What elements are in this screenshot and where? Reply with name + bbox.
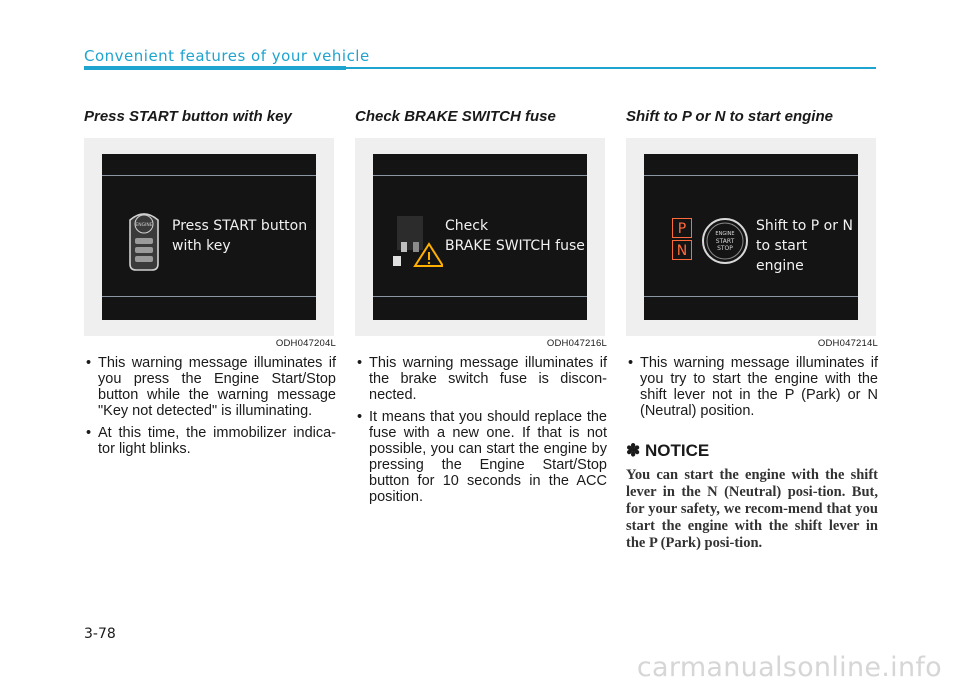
svg-text:ENGINE: ENGINE	[135, 223, 153, 228]
header-rule-thick	[84, 66, 346, 70]
notice-icon: ✽	[626, 441, 641, 460]
heading-press-start: Press START button with key	[84, 108, 292, 125]
column-brake-switch-fuse	[355, 108, 607, 511]
heading-brake-switch: Check BRAKE SWITCH fuse	[355, 108, 556, 125]
list-item: • This warning message illuminates if you try to start the engine with the shift lever not in the P (Park) or N (Neutral) position.	[626, 355, 878, 419]
display-message: Check BRAKE SWITCH fuse	[445, 218, 585, 254]
figure-code: ODH047216L	[546, 338, 607, 349]
display-divider-bottom	[373, 296, 587, 297]
list-item: • It means that you should replace the fuse with a new one. If that is not possible, you can start the engine by pressing the Engine Start/Stop button for 10 seconds in the ACC position.	[355, 409, 607, 505]
svg-text:STOP: STOP	[717, 245, 733, 252]
heading-shift-p-n: Shift to P or N to start engine	[626, 108, 833, 125]
bullet-list	[84, 355, 336, 457]
watermark: carmanualsonline.info	[636, 652, 942, 683]
display-divider-top	[102, 175, 316, 176]
display-message: Shift to P or N to start engine	[756, 218, 853, 274]
list-item: • This warning message illuminates if the brake switch fuse is discon-nected.	[355, 355, 607, 403]
smart-key-icon	[124, 208, 164, 272]
cluster-display	[373, 154, 587, 320]
figure-press-start	[84, 138, 334, 336]
cluster-display	[644, 154, 858, 320]
notice-body: You can start the engine with the shift lever in the N (Neutral) posi-tion. But, for your safety, we recom-mend that you start the engine with the shift lever in the P (Park) posi-tion.	[626, 467, 878, 551]
display-message: Press START button with key	[172, 218, 308, 254]
gear-p-icon: P	[672, 218, 692, 238]
section-title: Convenient features of your vehicle	[84, 47, 370, 65]
list-item: • This warning message illuminates if you press the Engine Start/Stop button while the warning message "Key not detected" is illuminating.	[84, 355, 336, 419]
bullet-list	[355, 355, 607, 505]
notice-heading	[626, 441, 878, 461]
svg-text:START: START	[715, 238, 735, 245]
svg-text:ENGINE: ENGINE	[715, 231, 735, 237]
list-item: • At this time, the immobilizer indica-tor light blinks.	[84, 425, 336, 457]
cluster-display	[102, 154, 316, 320]
engine-start-stop-icon	[700, 216, 750, 266]
notice-title: NOTICE	[644, 441, 710, 460]
figure-shift-p-n	[626, 138, 876, 336]
figure-brake-switch	[355, 138, 605, 336]
header-rule-thin	[346, 67, 876, 69]
page-number: 3-78	[84, 626, 116, 642]
display-divider-bottom	[644, 296, 858, 297]
display-divider-top	[644, 175, 858, 176]
display-divider-top	[373, 175, 587, 176]
figure-code: ODH047214L	[817, 338, 878, 349]
column-start-button-with-key	[84, 108, 336, 463]
column-shift-p-or-n	[626, 108, 878, 552]
brake-fuse-warning-icon	[393, 216, 443, 268]
gear-n-icon: N	[672, 240, 692, 260]
bullet-list	[626, 355, 878, 419]
display-divider-bottom	[102, 296, 316, 297]
figure-code: ODH047204L	[275, 338, 336, 349]
